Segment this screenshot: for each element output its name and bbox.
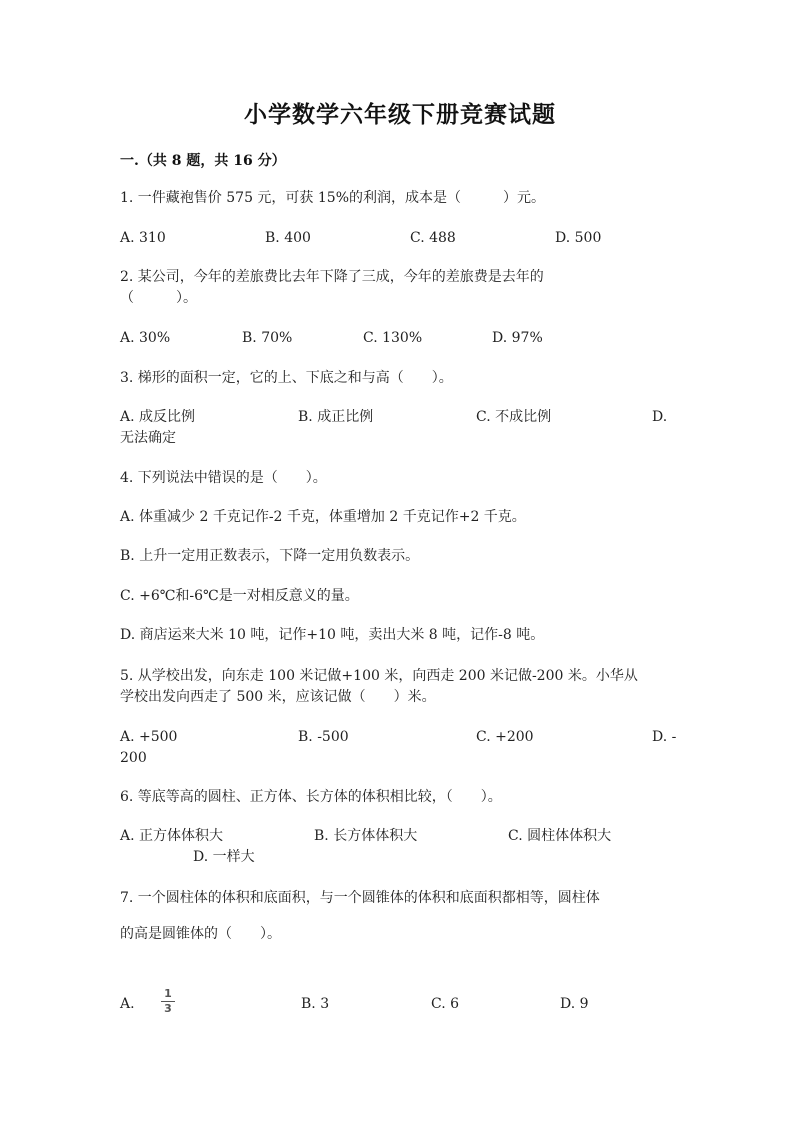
- section-heading: 一.（共 8 题，共 16 分）: [120, 153, 286, 169]
- question-3-option-d-text: 无法确定: [120, 430, 176, 446]
- question-3-option-b: B. 成正比例: [298, 409, 374, 425]
- question-2-option-b: B. 70%: [242, 330, 293, 346]
- question-7-option-c: C. 6: [431, 996, 460, 1012]
- question-6-option-d: D. 一样大: [193, 849, 255, 865]
- question-5-option-d-text: 200: [120, 750, 147, 766]
- question-6-option-a: A. 正方体体积大: [120, 828, 224, 844]
- question-6-option-c: C. 圆柱体体积大: [508, 828, 612, 844]
- question-1-option-b: B. 400: [265, 230, 311, 246]
- question-3-option-d: D.: [652, 409, 668, 425]
- question-7-option-b: B. 3: [301, 996, 330, 1012]
- question-5-option-c: C. +200: [476, 729, 534, 745]
- question-1-option-a: A. 310: [120, 230, 166, 246]
- question-3-stem: 3. 梯形的面积一定，它的上、下底之和与高（ ）。: [120, 370, 453, 386]
- question-6-stem: 6. 等底等高的圆柱、正方体、长方体的体积相比较，（ ）。: [120, 789, 502, 805]
- question-4-stem: 4. 下列说法中错误的是（ ）。: [120, 470, 327, 486]
- question-7-stem-line-1: 7. 一个圆柱体的体积和底面积，与一个圆锥体的体积和底面积都相等，圆柱体: [120, 890, 600, 906]
- question-5-option-b: B. -500: [298, 729, 349, 745]
- question-2-option-c: C. 130%: [363, 330, 423, 346]
- question-2-stem-line-2: （ ）。: [120, 290, 197, 306]
- question-2-stem-line-1: 2. 某公司，今年的差旅费比去年下降了三成，今年的差旅费是去年的: [120, 269, 544, 285]
- question-1-option-c: C. 488: [410, 230, 456, 246]
- question-5-option-a: A. +500: [120, 729, 178, 745]
- question-3-option-a: A. 成反比例: [120, 409, 196, 425]
- question-4-option-b: B. 上升一定用正数表示，下降一定用负数表示。: [120, 548, 420, 564]
- fraction-numerator: 1: [164, 987, 172, 1000]
- question-3-option-c: C. 不成比例: [476, 409, 552, 425]
- question-4-option-a: A. 体重减少 2 千克记作-2 千克，体重增加 2 千克记作+2 千克。: [120, 509, 526, 525]
- question-4-option-c: C. +6℃和-6℃是一对相反意义的量。: [120, 588, 359, 604]
- question-7-option-a-fraction: [161, 988, 175, 1015]
- question-7-option-a: A.: [120, 996, 135, 1012]
- question-2-option-a: A. 30%: [120, 330, 171, 346]
- fraction-denominator: 3: [164, 1002, 172, 1015]
- question-7-option-d: D. 9: [560, 996, 589, 1012]
- question-5-stem-line-1: 5. 从学校出发，向东走 100 米记做+100 米，向西走 200 米记做-200 米。小华从: [120, 668, 638, 684]
- question-5-option-d: D. -: [652, 729, 677, 745]
- page-title: 小学数学六年级下册竞赛试题: [244, 101, 556, 128]
- question-1-stem: 1. 一件藏袍售价 575 元，可获 15%的利润，成本是（ ）元。: [120, 190, 545, 206]
- question-2-option-d: D. 97%: [492, 330, 543, 346]
- question-1-option-d: D. 500: [555, 230, 602, 246]
- question-7-stem-line-2: 的高是圆锥体的（ ）。: [120, 926, 281, 942]
- question-5-stem-line-2: 学校出发向西走了 500 米，应该记做（ ）米。: [120, 689, 436, 705]
- question-4-option-d: D. 商店运来大米 10 吨，记作+10 吨，卖出大米 8 吨，记作-8 吨。: [120, 627, 545, 643]
- question-6-option-b: B. 长方体体积大: [314, 828, 418, 844]
